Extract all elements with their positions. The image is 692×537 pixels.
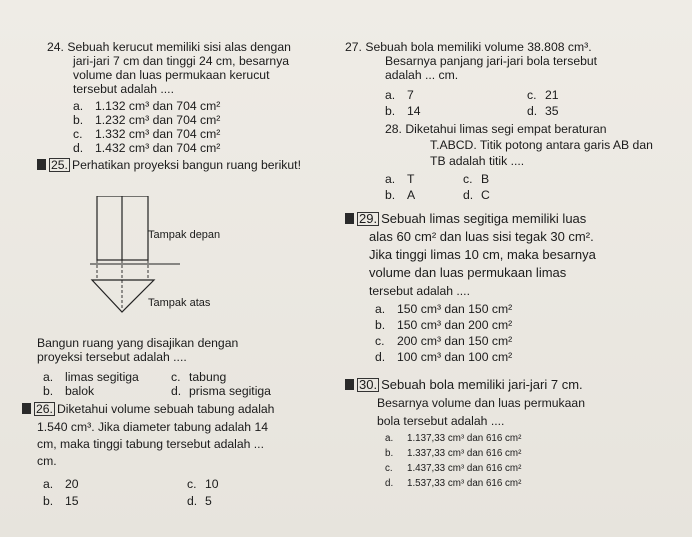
q30-line-1: 30. Sebuah bola memiliki jari-jari 7 cm. [345, 378, 583, 392]
q30-line-2: Besarnya volume dan luas permukaan [377, 396, 585, 410]
q28-line-2: T.ABCD. Titik potong antara garis AB dan [430, 138, 653, 152]
flag-icon [345, 213, 354, 224]
q26-option-c[interactable]: c. 10 [187, 477, 219, 491]
q25-option-d[interactable]: d. prisma segitiga [171, 384, 271, 398]
q29-number: 29. [359, 211, 378, 226]
q27-number: 27. [345, 40, 362, 54]
q25-number: 25. [51, 158, 68, 172]
flag-icon [37, 159, 46, 170]
q24-option-d[interactable]: d. 1.432 cm³ dan 704 cm² [73, 141, 221, 155]
q24-line-1: 24. Sebuah kerucut memiliki sisi alas dengan [47, 40, 291, 54]
q28-option-b[interactable]: b. A [385, 188, 416, 202]
q25-question-line-1: Bangun ruang yang disajikan dengan [37, 336, 239, 350]
q29-line-2: alas 60 cm² dan luas sisi tegak 30 cm². [369, 229, 594, 244]
q26-line-1: 26. Diketahui volume sebuah tabung adalah [22, 402, 274, 416]
q26-line-3: cm, maka tinggi tabung tersebut adalah ... [37, 437, 264, 451]
q29-option-c[interactable]: c. 200 cm³ dan 150 cm² [375, 334, 513, 348]
q26-number: 26. [36, 402, 53, 416]
q28-option-d[interactable]: d. C [463, 188, 490, 202]
top-view-triangle [92, 280, 154, 312]
q27-option-a[interactable]: a. 7 [385, 88, 414, 102]
q30-option-a[interactable]: a. 1.137,33 cm³ dan 616 cm² [385, 433, 522, 444]
q29-line-3: Jika tinggi limas 10 cm, maka besarnya [369, 247, 596, 262]
top-view-label: Tampak atas [148, 297, 211, 309]
q30-option-d[interactable]: d. 1.537,33 cm³ dan 616 cm² [385, 478, 522, 489]
q29-option-d[interactable]: d. 100 cm³ dan 100 cm² [375, 350, 513, 364]
q30-option-c[interactable]: c. 1.437,33 cm³ dan 616 cm² [385, 463, 522, 474]
q29-line-5: tersebut adalah .... [369, 284, 470, 298]
q27-line-3: adalah ... cm. [385, 68, 459, 82]
q25-line-1: 25. Perhatikan proyeksi bangun ruang berikut! [37, 158, 301, 172]
q27-line-1: 27. Sebuah bola memiliki volume 38.808 cm³. [345, 40, 592, 54]
q28-option-a[interactable]: a. T [385, 172, 415, 186]
q29-option-b[interactable]: b. 150 cm³ dan 200 cm² [375, 318, 513, 332]
q28-line-1: 28. Diketahui limas segi empat beraturan [385, 122, 607, 136]
q26-line-2: 1.540 cm³. Jika diameter tabung adalah 14 [37, 420, 269, 434]
q24-option-c[interactable]: c. 1.332 cm³ dan 704 cm² [73, 127, 221, 141]
q25-option-b[interactable]: b. balok [43, 384, 95, 398]
q24-option-b[interactable]: b. 1.232 cm³ dan 704 cm² [73, 113, 221, 127]
flag-icon [345, 379, 354, 390]
flag-icon [22, 403, 31, 414]
q29-line-1: 29. Sebuah limas segitiga memiliki luas [345, 212, 586, 226]
q26-option-a[interactable]: a. 20 [43, 477, 79, 491]
projection-diagram [84, 196, 284, 356]
q27-line-2: Besarnya panjang jari-jari bola tersebut [385, 54, 598, 68]
q24-number: 24. [47, 40, 64, 54]
q27-option-b[interactable]: b. 14 [385, 104, 421, 118]
q24-option-a[interactable]: a. 1.132 cm³ dan 704 cm² [73, 99, 221, 113]
q26-option-d[interactable]: d. 5 [187, 494, 212, 508]
q30-number: 30. [359, 377, 378, 392]
q24-line-3: volume dan luas permukaan kerucut [73, 68, 270, 82]
q26-option-b[interactable]: b. 15 [43, 494, 79, 508]
q28-option-c[interactable]: c. B [463, 172, 490, 186]
q25-option-c[interactable]: c. tabung [171, 370, 227, 384]
q28-line-3: TB adalah titik .... [430, 154, 525, 168]
q30-line-3: bola tersebut adalah .... [377, 414, 505, 428]
front-view-label: Tampak depan [148, 229, 221, 241]
q27-option-c[interactable]: c. 21 [527, 88, 559, 102]
q28-number: 28. [385, 122, 402, 136]
q30-option-b[interactable]: b. 1.337,33 cm³ dan 616 cm² [385, 448, 522, 459]
q29-line-4: volume dan luas permukaan limas [369, 265, 567, 280]
q25-option-a[interactable]: a. limas segitiga [43, 370, 139, 384]
q29-option-a[interactable]: a. 150 cm³ dan 150 cm² [375, 302, 513, 316]
q25-question-line-2: proyeksi tersebut adalah .... [37, 350, 187, 364]
q24-line-4: tersebut adalah .... [73, 82, 174, 96]
q27-option-d[interactable]: d. 35 [527, 104, 559, 118]
q26-line-4: cm. [37, 454, 57, 468]
q24-line-2: jari-jari 7 cm dan tinggi 24 cm, besarnya [73, 54, 290, 68]
